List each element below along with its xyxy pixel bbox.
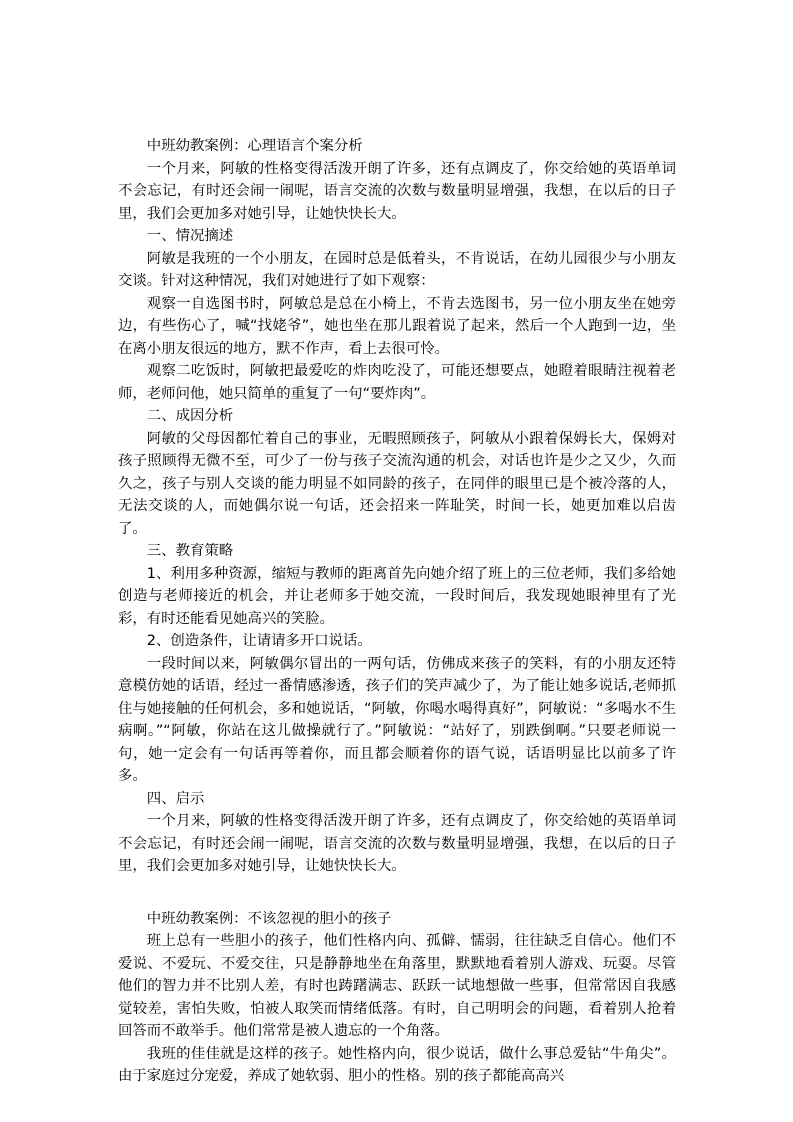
article1-observation-one: 观察一自选图书时，阿敏总是总在小椅上，不肯去选图书，另一位小朋友坐在她旁边，有些伤心了，喊“找姥爷”，她也坐在那儿跟着说了起来，然后一个人跑到一边，坐在离小朋友很远的地方，默不作声，看上去很可怜。 [118, 295, 676, 357]
article-separator [118, 878, 676, 908]
article1-section2-paragraph: 阿敏的父母因都忙着自己的事业，无暇照顾孩子，阿敏从小跟着保姆长大，保姆对孩子照顾得无微不至，可少了一份与孩子交流沟通的机会，对话也许是少之又少，久而久之，孩子与别人交谈的能力明显不如同龄的孩子，在同伴的眼里已是个被冷落的人，无法交谈的人，而她偶尔说一句话，还会招来一阵耻笑，时间一长，她更加难以启齿了。 [118, 430, 676, 537]
article1-strategy-two-detail: 一段时间以来，阿敏偶尔冒出的一两句话，仿佛成来孩子的笑料，有的小朋友还特意模仿她的话语，经过一番情感渗透，孩子们的笑声减少了，为了能让她多说话,老师抓住与她接触的任何机会，多和她说话，“阿敏，你喝水喝得真好”，阿敏说：“多喝水不生病啊。”“阿敏，你站在这儿做操就行了。”阿敏说：“站好了，别跌倒啊。”只要老师说一句，她一定会有一句话再等着你，而且都会顺着你的语气说，话语明显比以前多了许多。 [118, 655, 676, 784]
article1-observation-two: 观察二吃饭时，阿敏把最爱吃的炸肉吃没了，可能还想要点，她瞪着眼睛注视着老师，老师问他，她只简单的重复了一句“要炸肉”。 [118, 363, 676, 402]
article1-section2-heading: 二、成因分析 [146, 408, 234, 424]
article1-strategy-one: 1、利用多种资源，缩短与教师的距离首先向她介绍了班上的三位老师，我们多给她创造与老师接近的机会，并让老师多于她交流，一段时间后，我发现她眼神里有了光彩，有时还能看见她高兴的笑脸。 [118, 565, 676, 627]
article1-intro: 一个月来，阿敏的性格变得活泼开朗了许多，还有点调皮了，你交给她的英语单词不会忘记，有时还会闹一闹呢，语言交流的次数与数量明显增强，我想，在以后的日子里，我们会更加多对她引导，让她快快长大。 [118, 160, 676, 222]
article1-section4-heading: 四、启示 [146, 790, 205, 807]
document-body [118, 135, 676, 1088]
article2-paragraph-one: 班上总有一些胆小的孩子，他们性格内向、孤僻、懦弱，往往缺乏自信心。他们不爱说、不爱玩、不爱交往，只是静静地坐在角落里，默默地看着别人游戏、玩耍。尽管他们的智力并不比别人差，有时也踌躇满志、跃跃一试地想做一些事，但常常因自我感觉较差，害怕失败，怕被人取笑而情绪低落。有时，自己明明会的问题，看着别人抢着回答而不敢举手。他们常常是被人遗忘的一个角落。 [118, 933, 676, 1039]
article1-section1-paragraph: 阿敏是我班的一个小朋友，在园时总是低着头，不肯说话，在幼儿园很少与小朋友交谈。针对这种情况，我们对她进行了如下观察： [118, 250, 676, 289]
article2-paragraph-two: 我班的佳佳就是这样的孩子。她性格内向，很少说话，做什么事总爱钻“牛角尖”。由于家庭过分宠爱，养成了她软弱、胆小的性格。别的孩子都能高高兴 [118, 1045, 676, 1084]
article2-title: 中班幼教案例：不该忽视的胆小的孩子 [146, 910, 392, 927]
article1-section3-heading: 三、教育策略 [146, 543, 234, 559]
article1-strategy-two: 2、创造条件，让请请多开口说话。 [146, 633, 372, 649]
article1-section4-paragraph: 一个月来，阿敏的性格变得活泼开朗了许多，还有点调皮了，你交给她的英语单词不会忘记，有时还会闹一闹呢，语言交流的次数与数量明显增强，我想，在以后的日子里，我们会更加多对她引导，让她快快长大。 [118, 813, 676, 874]
article1-section1-heading: 一、情况摘述 [146, 228, 234, 244]
article1-title: 中班幼教案例：心理语言个案分析 [146, 138, 363, 154]
